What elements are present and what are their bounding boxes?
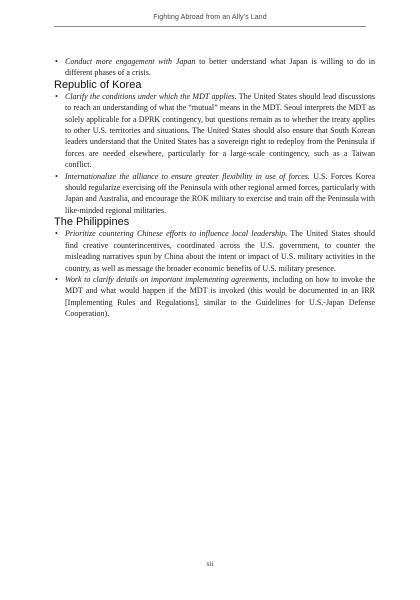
bullet-lead: Clarify the conditions under which the MDT applies. bbox=[65, 91, 237, 101]
list-item bbox=[54, 228, 375, 274]
list-item bbox=[54, 274, 375, 320]
list-item bbox=[54, 91, 375, 171]
running-head: Fighting Abroad from an Ally’s Land bbox=[153, 14, 267, 21]
list-item bbox=[54, 171, 375, 217]
bullet-body: The United States should find creative counterincentives, coordinated across the U.S. government, to counter the misleading narratives spun by China about the intent or impact of U.S. military activities in the country, as well as message the broader economic benefits of U.S. military presence. bbox=[65, 229, 376, 273]
page-body bbox=[54, 56, 375, 320]
bullet-lead: Prioritize countering Chinese efforts to influence local leadership. bbox=[65, 229, 288, 239]
bullet-lead: Work to clarify details on important implementing agreements, bbox=[65, 274, 270, 284]
page-number: xii bbox=[206, 560, 214, 568]
bullet-body: to better understand what Japan is willing to do in different phases of a crisis. bbox=[65, 57, 375, 78]
bullet-lead: Internationalize the alliance to ensure greater flexibility in use of forces. bbox=[65, 171, 310, 181]
korea-bullet-list bbox=[54, 91, 375, 216]
bullet-icon: • bbox=[55, 171, 58, 181]
bullet-lead: Conduct more engagement with Japan bbox=[65, 57, 196, 66]
bullet-icon: • bbox=[55, 57, 58, 66]
bullet-body: including on how to invoke the MDT and what would happen if the MDT is invoked (this would be documented in an IRR [Implementing Rules and Regulations], similar to the Guidelines for U.S.-Japan Defense Cooperation). bbox=[65, 274, 375, 319]
philippines-bullet-list bbox=[54, 228, 375, 319]
section-heading-korea: Republic of Korea bbox=[54, 78, 142, 91]
bullet-icon: • bbox=[55, 229, 58, 239]
bullet-body: The United States should lead discussions to reach an understanding of what the “mutual” means in the MDT. Seoul interprets the MDT as solely applicable for a DPRK contingency, but questions remain as to whether the treaty applies to other U.S. territories and situations. The United States should also ensure that South Korean leaders understand that the United States has a sovereign right to redeploy from the Peninsula if forces are needed elsewhere, particularly for a large-scale contingency, such as a Taiwan conflict. bbox=[65, 91, 375, 170]
bullet-icon: • bbox=[55, 274, 58, 284]
header-rule bbox=[54, 26, 366, 27]
bullet-icon: • bbox=[55, 91, 58, 101]
bullet-body: U.S. Forces Korea should regularize exercising off the Peninsula with other regional armed forces, particularly with Japan and Australia, and encourage the ROK military to exercise and train off the Peninsula with like-minded regional militaries. bbox=[65, 171, 375, 215]
section-heading-philippines: The Philippines bbox=[54, 216, 130, 229]
intro-bullet-list bbox=[54, 56, 375, 79]
list-item bbox=[54, 56, 375, 79]
